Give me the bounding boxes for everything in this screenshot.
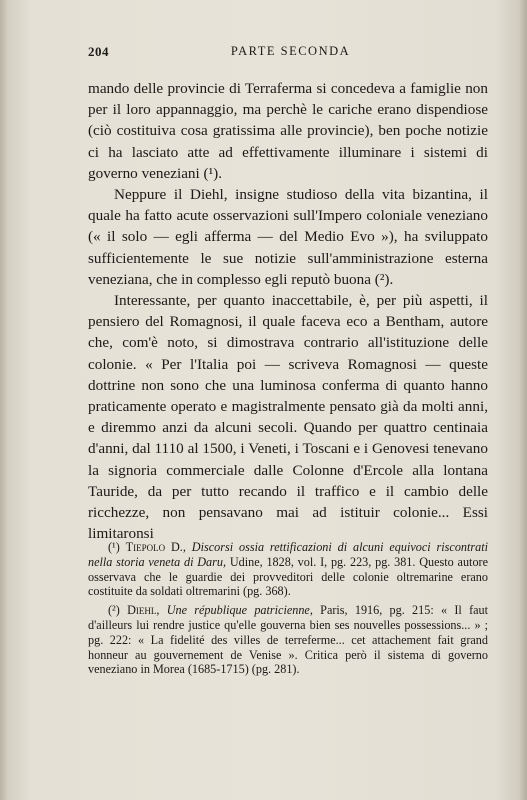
running-title: PARTE SECONDA <box>230 44 351 58</box>
footnote-1-title: Discorsi ossia rettificazioni di alcuni equivoci riscontrati nella storia veneta di Daru, <box>88 540 489 569</box>
paragraph-2: Neppure il Diehl, insigne studioso della vita bizantina, il quale ha fatto acute osservazioni sull'Impero coloniale veneziano (« il solo — egli afferma — del Medio Evo »), ha sviluppato sufficientemente le sue notizie sull'amministrazione esterna veneziana, che in complesso egli reputò buona (²). <box>88 186 488 288</box>
page-number: 204 <box>88 44 109 59</box>
footnote-2-rest: Paris, 1916, pg. 215: « Il faut d'ailleurs lui rendre justice qu'elle gouverna bien ses nouvelles possessions... » ; pg. 222: « La fidelité des villes de terreferme... cet attachement fait grand honneur au gouvernement de Venise ». Critica però il sistema di governo veneziano in Morea (1685-1715) (pg. 281). <box>88 603 489 677</box>
scan-shadow-right <box>519 0 527 800</box>
footnotes <box>88 540 488 681</box>
scan-shadow-left <box>0 0 8 800</box>
paragraph-1: mando delle provincie di Terraferma si concedeva a famiglie non per il loro appannaggio, ma perchè le cariche erano dispendiose (ciò costituiva cosa gratissima alle provincie), ben poche notizie ci ha lasciato atte ad effettivamente illuminare i sistemi di governo veneziani (¹). <box>88 80 488 182</box>
running-head <box>88 44 493 62</box>
main-text <box>88 78 488 544</box>
footnote-2-author: Diehl, <box>127 603 160 618</box>
footnote-1 <box>88 540 488 599</box>
paragraph-3: Interessante, per quanto inaccettabile, è, per più aspetti, il pensiero del Romagnosi, il quale faceva eco a Bentham, autore che, com'è noto, si dimostrava contrario all'istituzione delle colonie. « Per l'Italia poi — scriveva Romagnosi — queste dottrine non sono che una luminosa conferma di quanto hanno praticamente operato e magistralmente pensato già da molti anni, e diremmo anzi da alcuni secoli. Quando per quattro centinaia d'anni, dal 1110 al 1500, i Veneti, i Toscani e i Genovesi tenevano la signoria commerciale dalle Colonne d'Ercole alla lontana Tauride, da per tutto recando il traffico e il cambio delle ricchezze, non pensavano mai ad istituir colonie... Essi limitaronsi <box>88 292 488 543</box>
footnote-2-title: Une république patricienne, <box>166 603 313 618</box>
footnote-1-mark: (¹) <box>108 540 120 554</box>
footnote-1-author: Tiepolo D., <box>125 540 186 554</box>
footnote-2 <box>88 603 488 677</box>
footnote-1-rest: Udine, 1828, vol. I, pg. 223, pg. 381. Questo autore osservava che le guardie dei provveditori delle colonie oltremarine erano costituite da soldati oltremarini (pg. 368). <box>88 554 489 599</box>
footnote-2-mark: (²) <box>108 603 120 618</box>
